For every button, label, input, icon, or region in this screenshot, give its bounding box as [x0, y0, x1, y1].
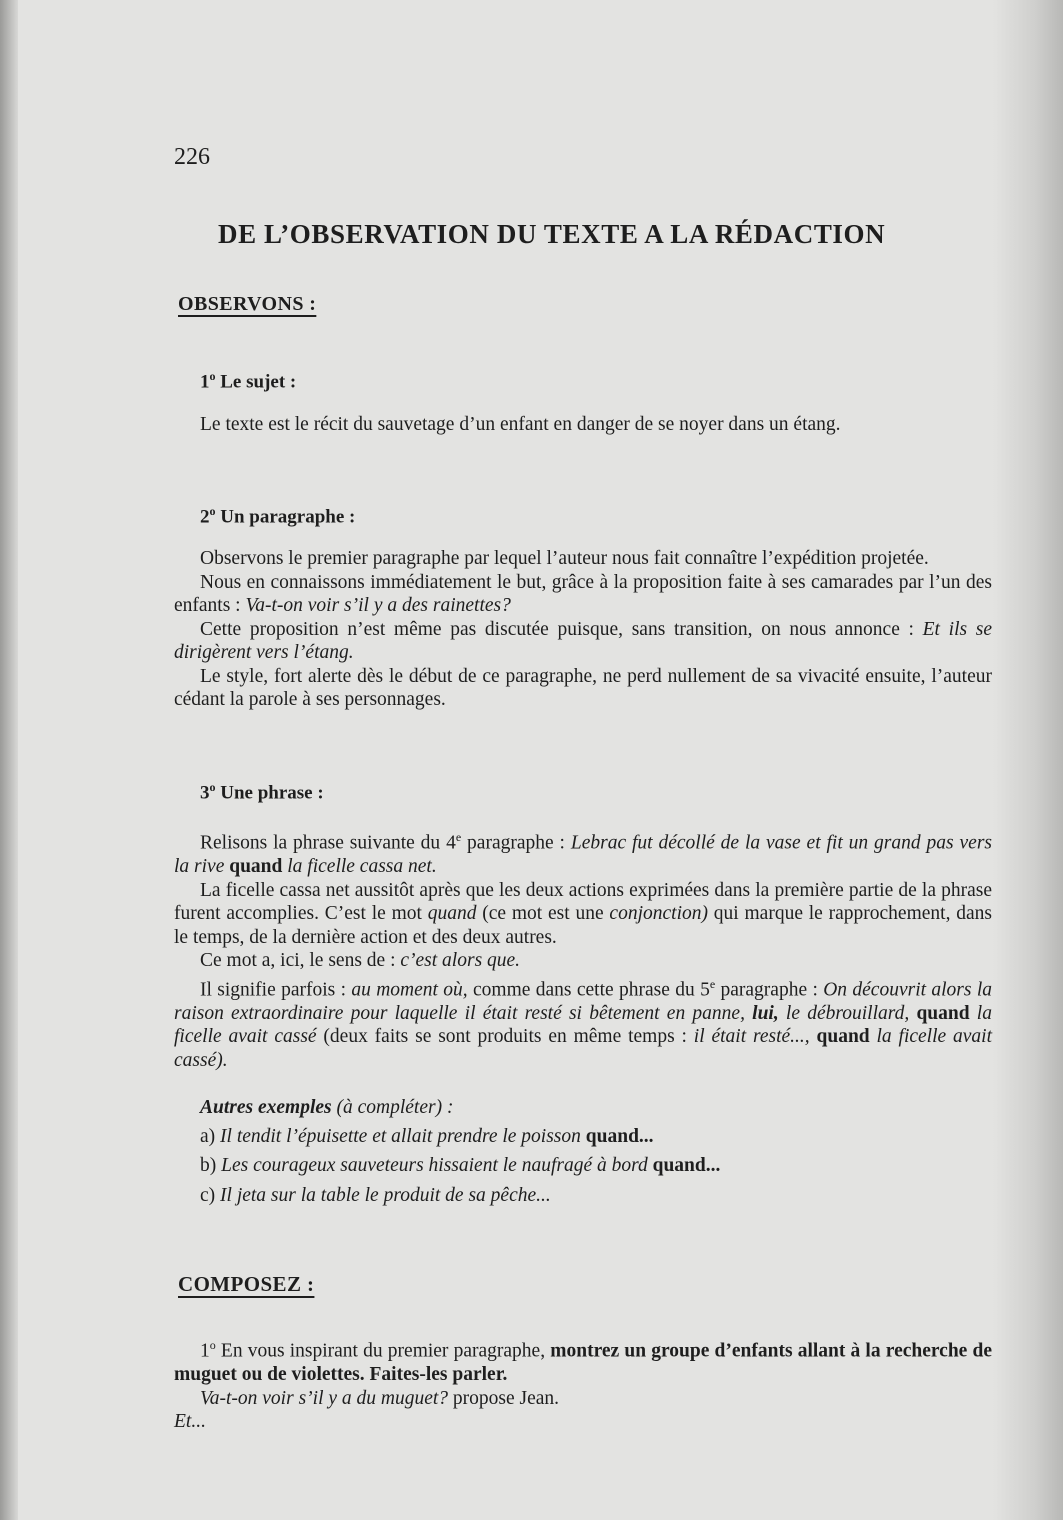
example-b: b) Les courageux sauveteurs hissaient le naufragé à bord quand... [200, 1155, 721, 1176]
phrase-line-2: La ficelle cassa net aussitôt après que les deux actions exprimées dans la première partie de la phrase furent accomplies. C’est le mot quand (ce mot est une conjonction) qui marque le rapprochement, dans le temps, de la dernière action et des deux autres. [174, 879, 992, 948]
section-heading-observons: OBSERVONS : [178, 293, 317, 315]
example-a: a) Il tendit l’épuisette et allait prendre le poisson quand... [200, 1126, 654, 1147]
subheading-phrase: 3$^o$ Une phrase : [200, 780, 324, 804]
paragraph-line-1: Observons le premier paragraphe par lequel l’auteur nous fait connaître l’expédition projetée. [200, 548, 929, 569]
phrase-line-4: Il signifie parfois : au moment où, comme dans cette phrase du 5e paragraphe : On découvrit alors la raison extraordinaire pour laquelle il était resté si bêtement en panne, lui, le débrouillard, quand la ficelle avait cassé (deux faits se sont produits en même temps : il était resté..., quand la ficelle avait cassé). [174, 976, 993, 1071]
section-heading-composez: COMPOSEZ : [178, 1272, 315, 1296]
example-c: c) Il jeta sur la table le produit de sa pêche... [200, 1185, 551, 1206]
subheading-paragraphe: 2$^o$ Un paragraphe : [200, 504, 356, 528]
phrase-line-3: Ce mot a, ici, le sens de : c’est alors que. [200, 950, 521, 971]
page-content [174, 0, 992, 1520]
composez-line-3: Et... [174, 1411, 206, 1432]
composez-line-2: Va-t-on voir s’il y a du muguet? propose Jean. [200, 1387, 560, 1409]
examples-heading: Autres exemples (à compléter) : [200, 1097, 454, 1118]
paragraph-line-2: Nous en connaissons immédiatement le but, grâce à la proposition faite à ses camarades par l’un des enfants : Va-t-on voir s’il y a des rainettes? [174, 571, 992, 616]
page-gutter-shadow [0, 0, 18, 1520]
paragraph-line-4: Le style, fort alerte dès le début de ce paragraphe, ne perd nullement de sa vivacité ensuite, l’auteur cédant la parole à ses personnages. [174, 665, 992, 710]
paragraph-line-3: Cette proposition n’est même pas discutée puisque, sans transition, on nous annonce : Et ils se dirigèrent vers l’étang. [174, 618, 992, 663]
composez-exercise [174, 1334, 992, 1434]
paragraph-analysis [174, 547, 992, 712]
page-number: 226 [174, 144, 210, 170]
phrase-analysis [174, 826, 992, 1072]
composez-line-1: 1$^o$ En vous inspirant du premier paragraphe, montrez un groupe d’enfants allant à la recherche de muguet ou de violettes. Faites-les parler. [174, 1338, 992, 1385]
page-edge-shadow [993, 0, 1063, 1520]
paragraph-sujet: Le texte est le récit du sauvetage d’un enfant en danger de se noyer dans un étang. [200, 414, 841, 435]
phrase-line-1: Relisons la phrase suivante du 4e paragraphe : Lebrac fut décollé de la vase et fit un grand pas vers la rive quand la ficelle cassa net. [174, 830, 992, 877]
page-title: DE L’OBSERVATION DU TEXTE A LA RÉDACTION [218, 219, 886, 249]
subheading-sujet: 1$^o$ Le sujet : [200, 369, 297, 393]
